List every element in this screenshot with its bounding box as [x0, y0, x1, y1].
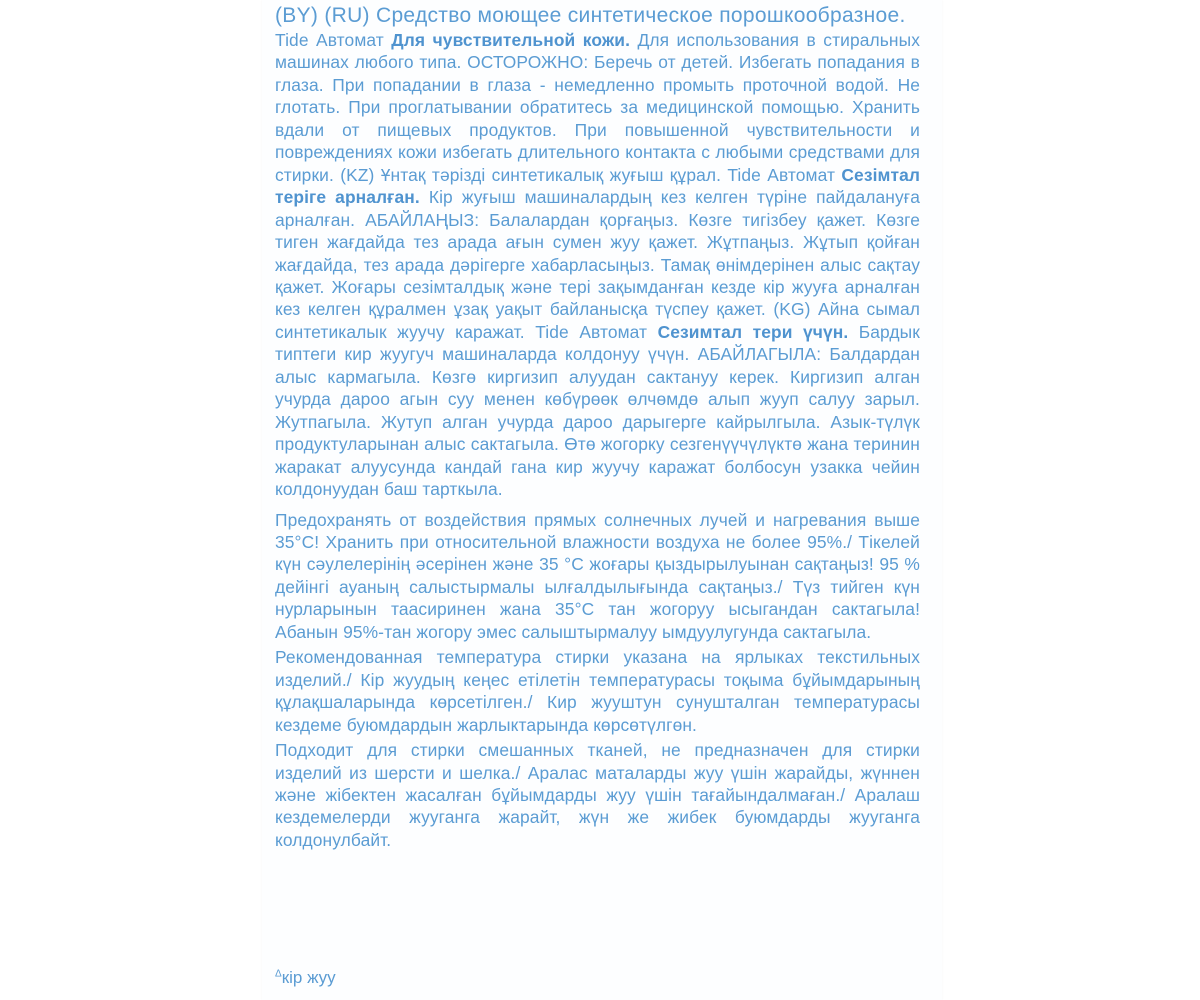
fabrics-paragraph: Подходит для стирки смешанных тканей, не предназначен для стирки изделий из шерсти и шелка./ Аралас маталарды жуу үшін жарайды, жүннен және жібектен жасалған бұйымдарды жуу үшін тағайындалмаған./ Аралаш кездемелерди жууганга жарайт, жүн же жибек буюмдарды жууганга колдонулбайт.: [275, 740, 920, 850]
variant-kg-bold: Сезимтал тери үчүн.: [657, 321, 849, 342]
storage-paragraph: Предохранять от воздействия прямых солнечных лучей и нагревания выше 35°С! Хранить при относительной влажности воздуха не более 95%./ Тікелей күн сәулелерінің әсерінен және 35 °С жоғары қыздырылуынан сақтаңыз! 95 % дейінгі ауаның салыстырмалы ылғалдылығында сақтаңыз./ Түз тийген күн нурларынын таасиринен жана 35°С тан жогоруу ысыгандан сактагыла! Абанын 95%-тан жогору эмес салыштырмалуу ымдуулугунда сактагыла.: [275, 509, 920, 642]
warnings-kz-kg: Кір жуғыш машиналардың кез келген түріне пайдалануға арналған. АБАЙЛАҢЫЗ: Балалардан қорғаңыз. Көзге тигізбеу қажет. Көзге тиген жағдайда тез арада ағын сумен жуу қажет. Жұтпаңыз. Жұтып қойған жағдайда, тез арада дәрігерге хабарласыңыз. Тамақ өнімдерінен алыс сақтау қажет. Жоғары сезімталдық және тері зақымданған кезде кір жууға арналған кез келген құралмен ұзақ уақыт байланысқа түспеу қажет. (KG) Айна сымал синтетикалык жуучу каражат. Tide Автомат: [275, 187, 920, 342]
label-title-text: (BY) (RU) Средство моющее синтетическое порошкообразное.: [275, 4, 906, 27]
warnings-intro: Tide Автомат: [275, 30, 392, 50]
footnote: [275, 968, 336, 988]
warnings-kg: Бардык типтеги кир жуугуч машиналарда колдонуу үчүн. АБАЙЛАГЫЛА: Балдардан алыс кармагыла. Көзгө киргизип алуудан сактануу керек. Киргизип алган учурда дароо агын суу менен көбүрөөк өлчөмдө алып жууп салуу зарыл. Жутпагыла. Жутуп алган учурда дароо дарыгерге кайрылгыла. Азык-түлүк продуктуларынан алыс сактагыла. Өтө жогорку сезгенүүчүлүктө жана теринин жаракат алуусунда кандай гана кир жуучу каражат болбосун узакка чейин колдонуудан баш тарткыла.: [275, 321, 920, 500]
warnings-ru-kz: Для использования в стиральных машинах любого типа. ОСТОРОЖНО: Беречь от детей. Избегать попадания в глаза. При попадании в глаза - немедленно промыть проточной водой. Не глотать. При проглатывании обратитесь за медицинской помощью. Хранить вдали от пищевых продуктов. При повышенной чувствительности и повреждениях кожи избегать длительного контакта с любыми средствами для стирки. (KZ) Ұнтақ тәрізді синтетикалық жуғыш құрал. Tide Автомат: [275, 30, 920, 185]
label-title: [275, 2, 920, 29]
footnote-mark: Δ: [275, 968, 282, 980]
product-label-text: [275, 2, 920, 851]
variant-ru-bold: Для чувствительной кожи.: [391, 30, 631, 50]
temperature-paragraph: Рекомендованная температура стирки указана на ярлыках текстильных изделий./ Кір жуудың кеңес етілетін температурасы тоқыма бұйымдарының құлақшаларында көрсетілген./ Кир жууштун сунушталган температурасы кездеме буюмдардын жарлыктарында көрсөтүлгөн.: [275, 647, 920, 735]
footnote-text: кір жуу: [281, 968, 336, 987]
variant-kz-bold: Сезімтал теріге арналған.: [275, 164, 920, 208]
warnings-paragraph: [275, 29, 920, 501]
